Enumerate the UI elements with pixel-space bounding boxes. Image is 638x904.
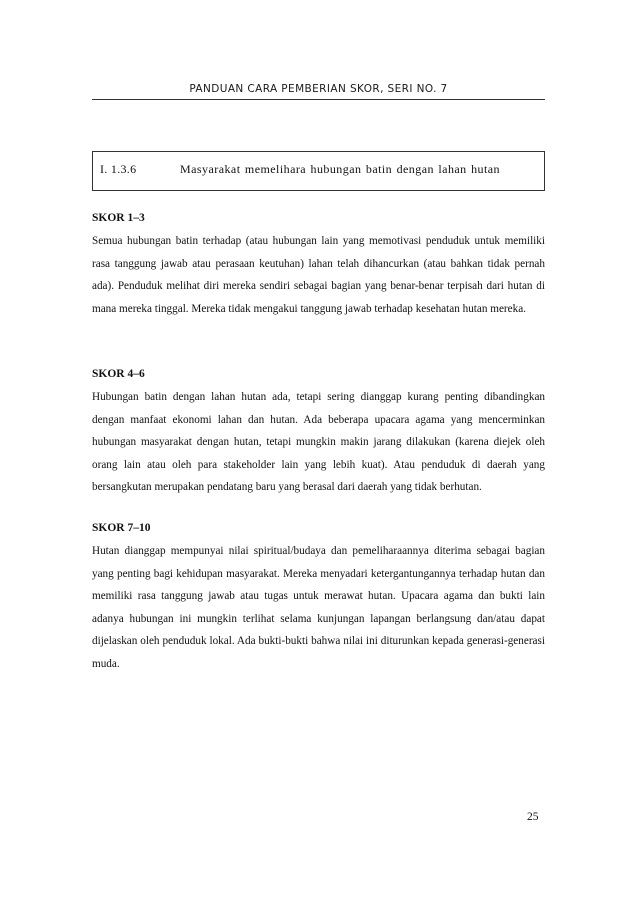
indicator-box bbox=[92, 151, 545, 191]
indicator-code: I. 1.3.6 bbox=[100, 162, 137, 176]
score-description: Hubungan batin dengan lahan hutan ada, tetapi sering dianggap kurang penting dibandingkan dengan manfaat ekonomi lahan dan hutan. Ada beberapa upacara agama yang mencerminkan hubungan masyarakat dengan hutan, tetapi mungkin makin jarang dilakukan (karena diejek oleh orang lain atau oleh para stakeholder lain yang lebih kuat). Atau penduduk di daerah yang bersangkutan merupakan pendatang baru yang berasal dari daerah yang tidak berhutan. bbox=[92, 391, 545, 493]
header-divider bbox=[92, 99, 545, 100]
score-description: Semua hubungan batin terhadap (atau hubungan lain yang memotivasi penduduk untuk memiliki rasa tanggung jawab atau perasaan keutuhan) lahan telah dihancurkan (atau bahkan tidak pernah ada). Penduduk melihat diri mereka sendiri sebagai bagian yang benar-benar terpisah dari hutan di mana mereka tinggal. Mereka tidak mengakui tanggung jawab terhadap kesehatan hutan mereka. bbox=[92, 235, 545, 315]
score-section-4-6 bbox=[92, 364, 545, 499]
score-heading: SKOR 1–3 bbox=[92, 212, 145, 224]
score-description: Hutan dianggap mempunyai nilai spiritual/budaya dan pemeliharaannya diterima sebagai bagian yang penting bagi kehidupan masyarakat. Mereka menyadari ketergantungannya terhadap hutan dan memiliki rasa tanggung jawab atau tugas untuk merawat hutan. Upacara agama dan bukti lain adanya hubungan ini mungkin terlihat selama kunjungan lapangan berlangsung dan/atau dapat dijelaskan oleh penduduk lokal. Ada bukti-bukti bahwa nilai ini diturunkan kepada generasi-generasi muda. bbox=[92, 545, 545, 670]
score-section-1-3 bbox=[92, 208, 545, 320]
indicator-title: Masyarakat memelihara hubungan batin dengan lahan hutan bbox=[180, 162, 500, 176]
running-header-title: PANDUAN CARA PEMBERIAN SKOR, SERI NO. 7 bbox=[189, 83, 448, 95]
page-number: 25 bbox=[527, 811, 539, 823]
score-section-7-10 bbox=[92, 518, 545, 675]
score-heading: SKOR 4–6 bbox=[92, 368, 145, 380]
score-heading: SKOR 7–10 bbox=[92, 522, 151, 534]
